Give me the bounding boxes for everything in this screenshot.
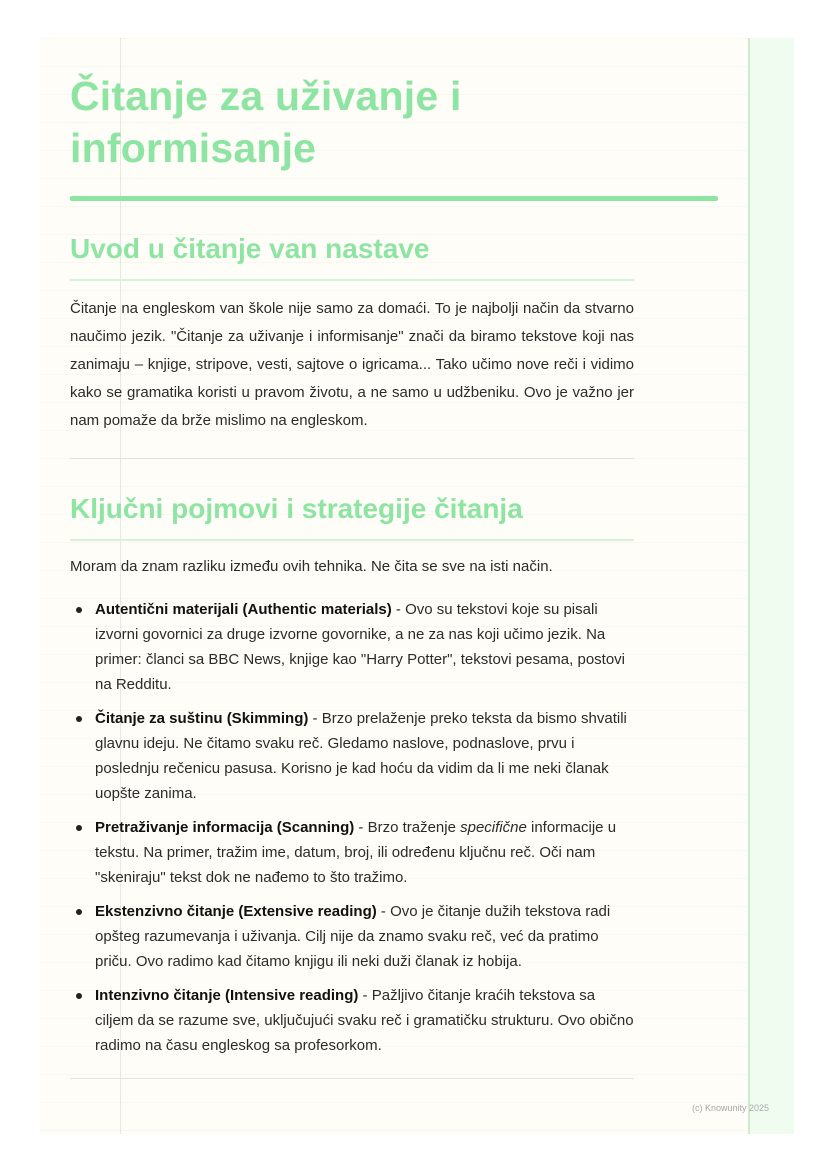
list-item-text: - Brzo traženje xyxy=(354,819,461,836)
list-item-text: - Pažljivo čitanje kraćih tekstova sa ciljem da se razume sve, uključujući svaku reč i gramatičku strukturu. Ovo obično radimo na času engleskog sa profesorkom. xyxy=(95,987,634,1054)
bullet-icon xyxy=(76,909,82,915)
bullet-icon xyxy=(76,993,82,999)
margin-strip xyxy=(748,38,794,1134)
title-divider xyxy=(70,196,718,201)
bullet-icon xyxy=(76,607,82,613)
concepts-heading: Ključni pojmovi i strategije čitanja xyxy=(70,493,523,524)
intro-heading-divider xyxy=(70,279,634,281)
list-item-term: Pretraživanje informacija (Scanning) xyxy=(95,819,355,836)
list-item xyxy=(70,597,634,697)
concepts-lead: Moram da znam razliku između ovih tehnika. Ne čita se sve na isti način. xyxy=(70,558,553,575)
list-item-term: Čitanje za suštinu (Skimming) xyxy=(95,710,309,727)
section-divider xyxy=(70,1078,634,1079)
concepts-heading-divider xyxy=(70,539,634,541)
list-item-term: Autentični materijali (Authentic materials) xyxy=(95,601,392,618)
list-item xyxy=(70,815,634,890)
list-item xyxy=(70,706,634,806)
list-item-text: informacije u tekstu. Na primer, tražim ime, datum, broj, ili određenu ključnu reč. Oči nam "skeniraju" tekst dok ne nađemo to što tražimo. xyxy=(95,819,617,886)
list-item-text: - Brzo prelaženje preko teksta da bismo shvatili glavnu ideju. Ne čitamo svaku reč. Gledamo naslove, podnaslove, prvu i poslednju rečenicu pasusa. Korisno je kad hoću da vidim da li me neki članak uopšte zanima. xyxy=(95,710,627,802)
list-item-text: - Ovo su tekstovi koje su pisali izvorni govornici za druge izvorne govornike, a ne za nas koji učimo jezik. Na primer: članci sa BBC News, knjige kao "Harry Potter", tekstovi pesama, postovi na Redditu. xyxy=(95,601,626,693)
list-item-term: Ekstenzivno čitanje (Extensive reading) xyxy=(95,903,377,920)
footer-copyright: (c) Knowunity 2025 xyxy=(692,1103,770,1113)
bullet-icon xyxy=(76,716,82,722)
concepts-list xyxy=(70,597,634,1058)
bullet-icon xyxy=(76,825,82,831)
list-item xyxy=(70,983,634,1058)
document-content xyxy=(70,70,720,1079)
list-item-text: - Ovo je čitanje dužih tekstova radi opšteg razumevanja i uživanja. Cilj nije da znamo svaku reč, već da pratimo priču. Ovo radimo kad čitamo knjigu ili neki duži članak iz hobija. xyxy=(95,903,611,970)
list-item xyxy=(70,899,634,974)
section-divider xyxy=(70,458,634,459)
list-item-term: Intenzivno čitanje (Intensive reading) xyxy=(95,987,359,1004)
intro-paragraph: Čitanje na engleskom van škole nije samo za domaći. To je najbolji način da stvarno naučimo jezik. "Čitanje za uživanje i informisanje" znači da biramo tekstove koji nas zanimaju – knjige, stripove, vesti, sajtove o igricama... Tako učimo nove reči i vidimo kako se gramatika koristi u pravom životu, a ne samo u udžbeniku. Ovo je važno jer nam pomaže da brže mislimo na engleskom. xyxy=(70,300,634,429)
intro-heading: Uvod u čitanje van nastave xyxy=(70,233,430,264)
emphasis-text: specifične xyxy=(460,819,527,836)
page-title: Čitanje za uživanje i informisanje xyxy=(70,73,462,171)
